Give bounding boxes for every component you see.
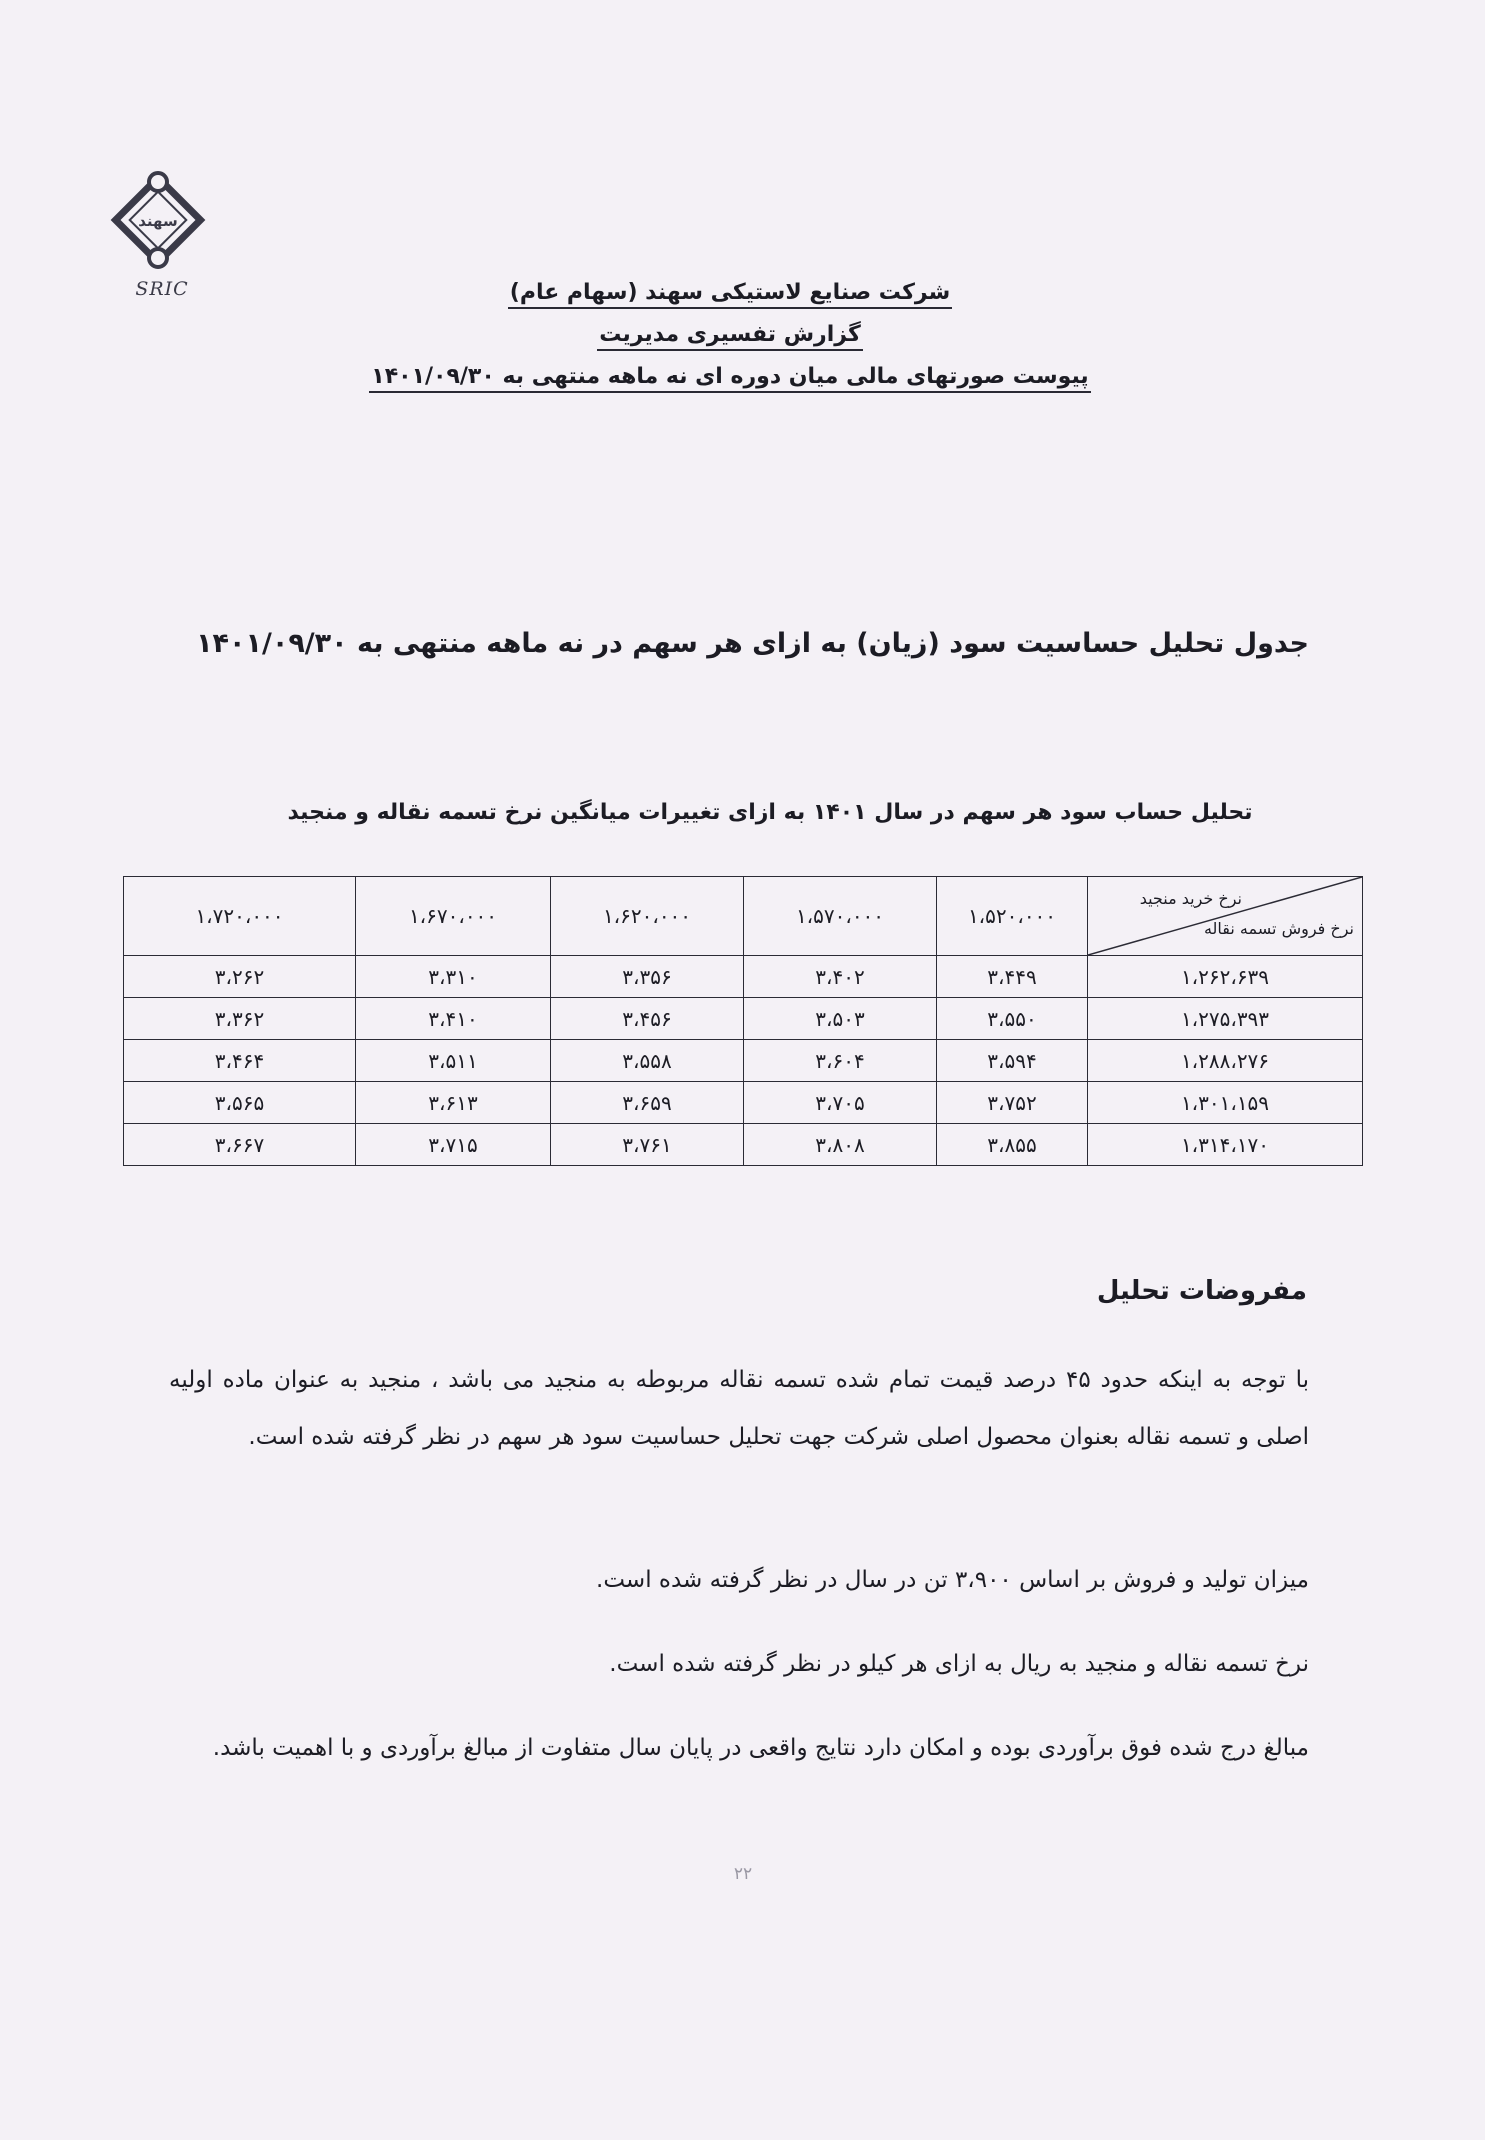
table-cell: ۳،۵۱۱ (356, 1040, 551, 1082)
table-cell: ۳،۶۵۹ (551, 1082, 744, 1124)
corner-label-purchase: نرخ خرید منجید (1139, 889, 1242, 908)
company-logo (108, 168, 208, 308)
table-cell: ۳،۳۱۰ (356, 956, 551, 998)
table-cell: ۳،۲۶۲ (124, 956, 356, 998)
table-cell: ۳،۵۶۵ (124, 1082, 356, 1124)
assumption-paragraph: با توجه به اینکه حدود ۴۵ درصد قیمت تمام شده تسمه نقاله مربوطه به منجید می باشد ، منجید به عنوان ماده اولیه اصلی و تسمه نقاله بعنوان محصول اصلی شرکت جهت تحلیل حساسیت سود هر سهم در نظر گرفته شده است. (169, 1367, 1310, 1450)
logo-caption: SRIC (135, 278, 189, 300)
row-label: ۱،۲۶۲،۶۳۹ (1088, 956, 1363, 998)
table-corner-cell (1088, 877, 1363, 956)
row-label: ۱،۲۷۵،۳۹۳ (1088, 998, 1363, 1040)
table-header-row (124, 877, 1363, 956)
column-header: ۱،۷۲۰،۰۰۰ (124, 877, 356, 956)
assumption-paragraph: نرخ تسمه نقاله و منجید به ریال به ازای هر کیلو در نظر گرفته شده است. (609, 1651, 1309, 1677)
table-cell: ۳،۷۰۵ (744, 1082, 937, 1124)
table-row (124, 1124, 1363, 1166)
page-number: ۲۲ (733, 1864, 753, 1884)
row-label: ۱،۳۰۱،۱۵۹ (1088, 1082, 1363, 1124)
table-cell: ۳،۴۰۲ (744, 956, 937, 998)
column-header: ۱،۵۲۰،۰۰۰ (937, 877, 1088, 956)
table-cell: ۳،۵۹۴ (937, 1040, 1088, 1082)
table-cell: ۳،۸۰۸ (744, 1124, 937, 1166)
table-cell: ۳،۳۶۲ (124, 998, 356, 1040)
table-row (124, 956, 1363, 998)
table-cell: ۳،۴۱۰ (356, 998, 551, 1040)
corner-label-sales: نرخ فروش تسمه نقاله (1203, 919, 1354, 938)
section-title: جدول تحلیل حساسیت سود (زیان) به ازای هر سهم در نه ماهه منتهی به ۱۴۰۱/۰۹/۳۰ (196, 628, 1309, 659)
table-cell: ۳،۶۰۴ (744, 1040, 937, 1082)
table-cell: ۳،۷۶۱ (551, 1124, 744, 1166)
assumptions-title: مفروضات تحلیل (1096, 1276, 1307, 1306)
column-header: ۱،۵۷۰،۰۰۰ (744, 877, 937, 956)
row-label: ۱،۲۸۸،۲۷۶ (1088, 1040, 1363, 1082)
table-row (124, 1040, 1363, 1082)
sahand-logo-icon (110, 168, 206, 272)
table-cell: ۳،۴۵۶ (551, 998, 744, 1040)
report-title-heading: گزارش تفسیری مدیریت (300, 322, 1160, 347)
table-cell: ۳،۷۵۲ (937, 1082, 1088, 1124)
table-caption: تحلیل حساب سود هر سهم در سال ۱۴۰۱ به ازای تغییرات میانگین نرخ تسمه نقاله و منجید (287, 800, 1253, 825)
table-cell: ۳،۳۵۶ (551, 956, 744, 998)
table-cell: ۳،۵۵۸ (551, 1040, 744, 1082)
table-cell: ۳،۴۴۹ (937, 956, 1088, 998)
table-cell: ۳،۶۶۷ (124, 1124, 356, 1166)
table-row (124, 1082, 1363, 1124)
assumption-paragraph: مبالغ درج شده فوق برآوردی بوده و امکان دارد نتایج واقعی در پایان سال متفاوت از مبالغ برآوردی و با اهمیت باشد. (212, 1735, 1309, 1761)
table-cell: ۳،۵۰۳ (744, 998, 937, 1040)
table-cell: ۳،۶۱۳ (356, 1082, 551, 1124)
logo-brand-text: سهند (138, 212, 178, 230)
table-cell: ۳،۵۵۰ (937, 998, 1088, 1040)
table-row (124, 998, 1363, 1040)
column-header: ۱،۶۲۰،۰۰۰ (551, 877, 744, 956)
row-label: ۱،۳۱۴،۱۷۰ (1088, 1124, 1363, 1166)
column-header: ۱،۶۷۰،۰۰۰ (356, 877, 551, 956)
table-cell: ۳،۸۵۵ (937, 1124, 1088, 1166)
report-subtitle-heading: پیوست صورتهای مالی میان دوره ای نه ماهه منتهی به ۱۴۰۱/۰۹/۳۰ (300, 364, 1160, 389)
assumption-paragraph: میزان تولید و فروش بر اساس ۳،۹۰۰ تن در سال در نظر گرفته شده است. (596, 1567, 1309, 1593)
table-cell: ۳،۷۱۵ (356, 1124, 551, 1166)
table-cell: ۳،۴۶۴ (124, 1040, 356, 1082)
company-name-heading: شرکت صنایع لاستیکی سهند (سهام عام) (300, 280, 1160, 305)
sensitivity-table (123, 876, 1363, 1166)
